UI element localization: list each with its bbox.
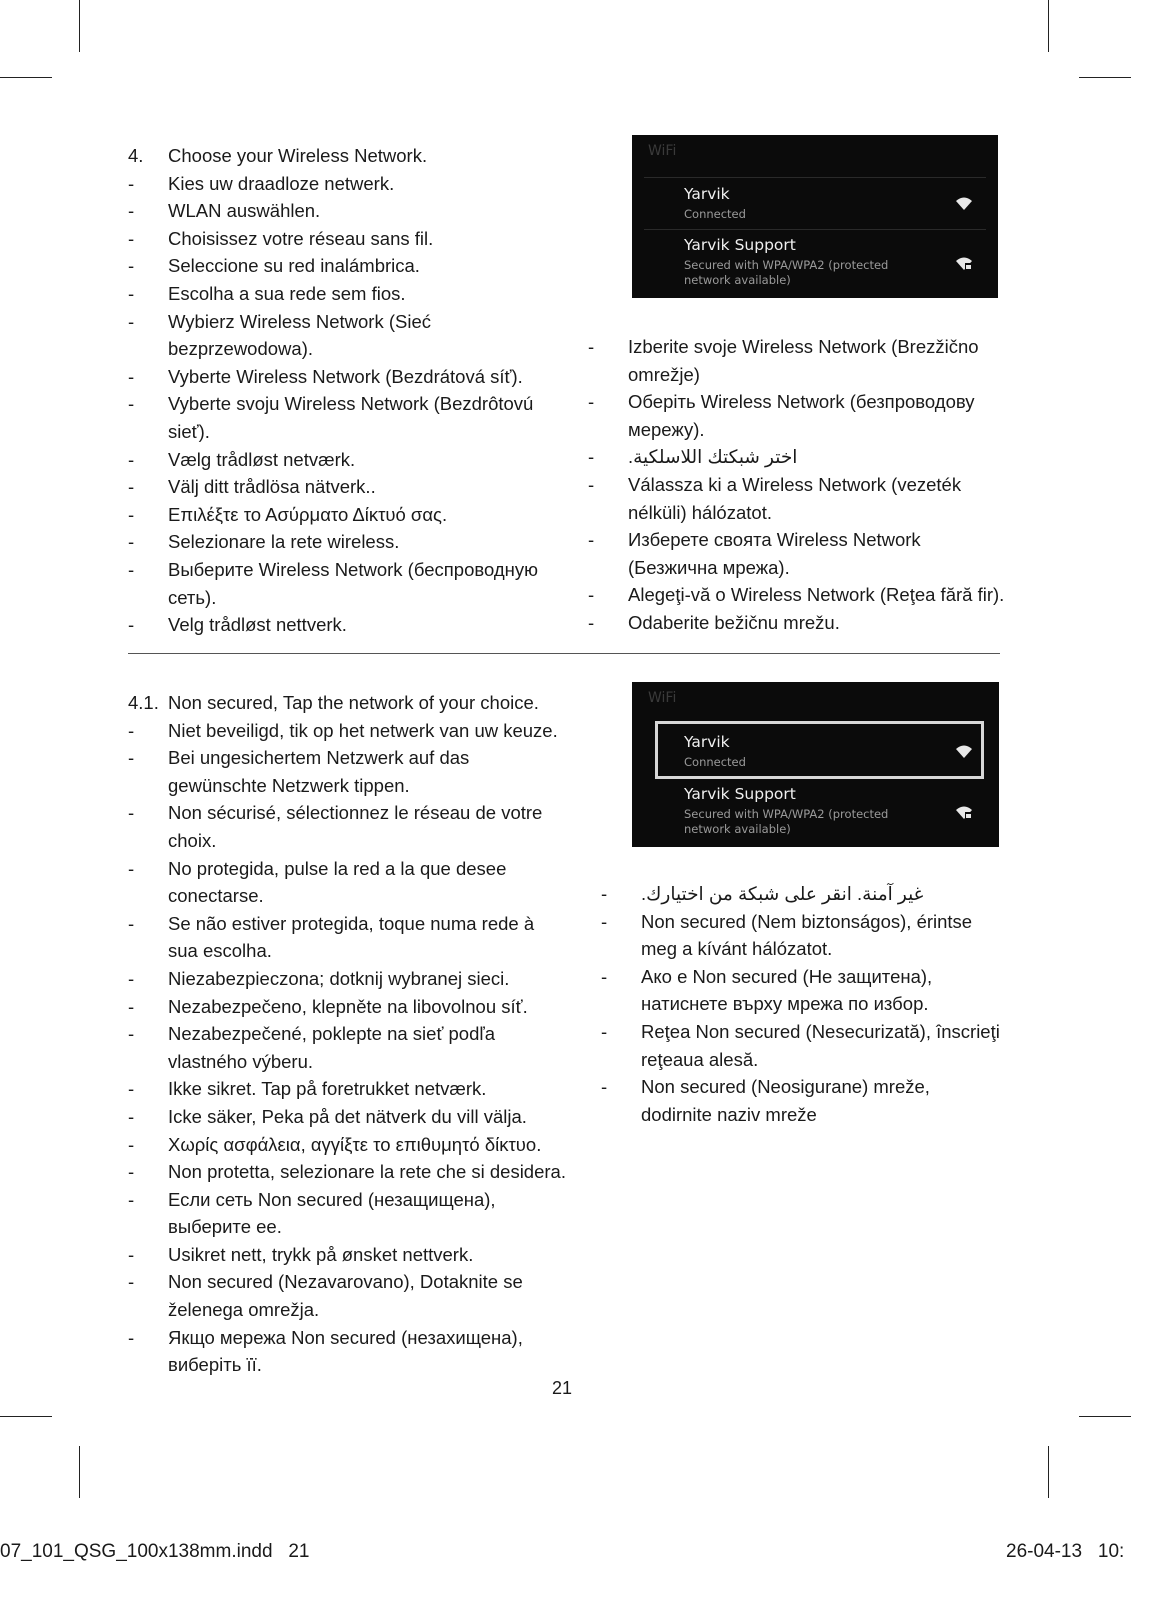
list-marker: - bbox=[128, 172, 135, 194]
list-text: Якщо мережа Non secured (незахищена), виберіть її. bbox=[168, 1326, 523, 1376]
list-marker: - bbox=[128, 503, 135, 525]
list-item bbox=[128, 993, 568, 1021]
list-item bbox=[128, 1131, 568, 1159]
list-item bbox=[128, 280, 548, 308]
list-item bbox=[588, 471, 1008, 526]
list-marker: - bbox=[128, 393, 135, 415]
list-item bbox=[128, 855, 568, 910]
list-text: Velg trådløst nettverk. bbox=[168, 614, 347, 636]
list-marker: 4.1. bbox=[128, 692, 159, 713]
list-item bbox=[128, 363, 548, 391]
list-item bbox=[128, 965, 568, 993]
crop-mark bbox=[79, 0, 80, 52]
list-text: Choisissez votre réseau sans fil. bbox=[168, 227, 434, 249]
list-text: Seleccione su red inalámbrica. bbox=[168, 255, 420, 277]
list-item bbox=[128, 1020, 568, 1075]
list-marker: - bbox=[588, 611, 595, 633]
list-text: Wybierz Wireless Network (Sieć bezprzewodowa). bbox=[168, 310, 431, 360]
list-marker: - bbox=[601, 910, 608, 932]
list-item bbox=[588, 581, 1008, 609]
list-item bbox=[128, 744, 568, 799]
list-text: Ikke sikret. Tap på foretrukket netværk. bbox=[168, 1078, 487, 1100]
network-name: Yarvik Support bbox=[684, 785, 796, 803]
list-text: Usikret nett, trykk på ønsket nettverk. bbox=[168, 1243, 474, 1265]
list-item bbox=[588, 388, 1008, 443]
list-text: Vyberte svoju Wireless Network (Bezdrôtovú sieť). bbox=[168, 393, 534, 442]
list-item bbox=[128, 556, 548, 611]
list-marker: - bbox=[601, 883, 608, 904]
list-marker: - bbox=[128, 531, 135, 553]
list-item bbox=[128, 170, 548, 198]
list-text: Odaberite bežičnu mrežu. bbox=[628, 611, 840, 633]
list-text: Non secured (Nem biztonságos), érintse meg a kívánt hálózatot. bbox=[641, 910, 973, 960]
list-marker: - bbox=[128, 747, 135, 769]
list-item bbox=[588, 609, 1008, 637]
non-secured-list-right bbox=[601, 880, 1006, 1128]
wifi-screenshot-selected bbox=[632, 682, 999, 847]
list-text: Επιλέξτε το Ασύρματο Δίκτυό σας. bbox=[168, 503, 448, 525]
choose-network-list-right bbox=[588, 333, 1008, 637]
wifi-screenshot bbox=[632, 135, 998, 298]
list-marker: - bbox=[588, 529, 595, 551]
list-item bbox=[128, 308, 548, 363]
list-text: Nezabezpečeno, klepněte na libovolnou síť. bbox=[168, 995, 528, 1017]
list-marker: - bbox=[128, 1243, 135, 1265]
list-text: Selezionare la rete wireless. bbox=[168, 531, 400, 553]
list-item bbox=[588, 526, 1008, 581]
list-marker: - bbox=[601, 1076, 608, 1098]
choose-network-list-left bbox=[128, 142, 548, 639]
list-marker: 4. bbox=[128, 145, 144, 166]
list-item bbox=[601, 963, 1006, 1018]
list-marker: - bbox=[128, 200, 135, 222]
network-name: Yarvik bbox=[684, 733, 730, 751]
list-item bbox=[128, 799, 568, 854]
list-text: Ако е Non secured (Не защитена), натиснете върху мрежа по избор. bbox=[641, 965, 933, 1015]
network-status: Secured with WPA/WPA2 (protected network available) bbox=[684, 807, 889, 836]
list-text: Non sécurisé, sélectionnez le réseau de votre choix. bbox=[168, 802, 543, 851]
list-item bbox=[128, 528, 548, 556]
list-text: Kies uw draadloze netwerk. bbox=[168, 172, 395, 194]
list-marker: - bbox=[128, 227, 135, 249]
list-text: Nezabezpečené, poklepte na sieť podľa vlastného výberu. bbox=[168, 1023, 496, 1072]
wifi-locked-icon bbox=[955, 804, 973, 820]
crop-mark bbox=[0, 1416, 52, 1417]
list-marker: - bbox=[128, 1188, 135, 1210]
crop-mark bbox=[1048, 0, 1049, 52]
network-status: Connected bbox=[684, 207, 746, 221]
list-marker: - bbox=[128, 1161, 135, 1183]
list-text: Izberite svoje Wireless Network (Brezžično omrežje) bbox=[628, 336, 979, 385]
list-text: Icke säker, Peka på det nätverk du vill välja. bbox=[168, 1105, 527, 1127]
list-item bbox=[128, 717, 568, 745]
list-item bbox=[128, 1324, 568, 1379]
slug-file: 07_101_QSG_100x138mm.indd 21 bbox=[0, 1541, 310, 1562]
crop-mark bbox=[79, 1446, 80, 1498]
list-text: Bei ungesichertem Netzwerk auf das gewünschte Netzwerk tippen. bbox=[168, 747, 470, 796]
list-marker: - bbox=[128, 476, 135, 498]
list-marker: - bbox=[128, 967, 135, 989]
list-marker: - bbox=[128, 255, 135, 277]
page-number: 21 bbox=[552, 1378, 573, 1398]
crop-mark bbox=[1079, 77, 1131, 78]
list-text: غير آمنة. انقر على شبكة من اختيارك. bbox=[641, 883, 924, 904]
list-item bbox=[128, 446, 548, 474]
list-text: Non secured (Nezavarovano), Dotaknite se želenega omrežja. bbox=[168, 1271, 523, 1321]
list-item bbox=[128, 611, 548, 639]
list-text: Alegeţi-vă o Wireless Network (Reţea fără fir). bbox=[628, 584, 1005, 606]
list-text: Välj ditt trådlösa nätverk.. bbox=[168, 476, 376, 498]
list-marker: - bbox=[588, 446, 595, 468]
list-item bbox=[128, 390, 548, 445]
network-status: Secured with WPA/WPA2 (protected network available) bbox=[684, 258, 889, 287]
list-item bbox=[128, 252, 548, 280]
list-marker: - bbox=[588, 336, 595, 357]
list-text: Escolha a sua rede sem fios. bbox=[168, 282, 406, 304]
list-item bbox=[128, 197, 548, 225]
list-text: Изберете своята Wireless Network (Безжична мрежа). bbox=[628, 529, 921, 578]
list-item bbox=[601, 908, 1006, 963]
list-text: Válassza ki a Wireless Network (vezeték nélküli) hálózatot. bbox=[628, 473, 962, 523]
list-item bbox=[128, 473, 548, 501]
list-marker: - bbox=[128, 1078, 135, 1100]
list-item bbox=[601, 880, 1006, 908]
list-marker: - bbox=[128, 719, 135, 741]
list-text: Если сеть Non secured (незащищена), выберите ее. bbox=[168, 1188, 496, 1238]
list-text: Non secured, Tap the network of your choice. bbox=[168, 692, 539, 713]
list-marker: - bbox=[588, 391, 595, 413]
list-marker: - bbox=[128, 614, 135, 636]
wifi-header: WiFi bbox=[648, 690, 677, 706]
list-item bbox=[128, 225, 548, 253]
list-item bbox=[128, 1158, 568, 1186]
list-item bbox=[128, 501, 548, 529]
list-marker: - bbox=[128, 857, 135, 879]
list-text: No protegida, pulse la red a la que desee conectarse. bbox=[168, 857, 507, 907]
list-marker: - bbox=[588, 584, 595, 606]
list-item bbox=[128, 1268, 568, 1323]
list-text: WLAN auswählen. bbox=[168, 200, 321, 222]
list-text: Non secured (Neosigurane) mreže, dodirnite naziv mreže bbox=[641, 1076, 930, 1125]
list-marker: - bbox=[128, 802, 135, 824]
list-marker: - bbox=[128, 1023, 135, 1045]
list-text: Vælg trådløst netværk. bbox=[168, 448, 356, 470]
wifi-signal-icon bbox=[955, 743, 973, 759]
non-secured-list-left bbox=[128, 689, 568, 1379]
list-text: Reţea Non secured (Nesecurizată), înscrieţi reţeaua alesă. bbox=[641, 1020, 1000, 1070]
list-marker: - bbox=[128, 1133, 135, 1155]
list-text: Выберите Wireless Network (беспроводную сеть). bbox=[168, 558, 538, 608]
crop-mark bbox=[1048, 1446, 1049, 1498]
list-item bbox=[601, 1073, 1006, 1128]
list-item bbox=[128, 142, 548, 170]
list-item bbox=[128, 689, 568, 717]
list-marker: - bbox=[588, 473, 595, 495]
list-marker: - bbox=[128, 310, 135, 332]
list-text: اختر شبكتك اللاسلكية. bbox=[628, 446, 798, 468]
list-item bbox=[128, 1241, 568, 1269]
list-text: Niet beveiligd, tik op het netwerk van uw keuze. bbox=[168, 719, 558, 741]
list-item bbox=[128, 1103, 568, 1131]
list-item bbox=[588, 333, 1008, 388]
network-status: Connected bbox=[684, 755, 746, 769]
list-marker: - bbox=[128, 1326, 135, 1348]
list-marker: - bbox=[128, 448, 135, 470]
list-text: Vyberte Wireless Network (Bezdrátová síť). bbox=[168, 365, 523, 387]
slug-date: 26-04-13 10: bbox=[1006, 1541, 1125, 1562]
list-marker: - bbox=[128, 365, 135, 387]
list-marker: - bbox=[128, 1271, 135, 1293]
list-marker: - bbox=[601, 965, 608, 987]
list-marker: - bbox=[128, 558, 135, 580]
list-marker: - bbox=[128, 995, 135, 1017]
list-marker: - bbox=[601, 1020, 608, 1042]
list-item bbox=[128, 910, 568, 965]
list-marker: - bbox=[128, 282, 135, 304]
wifi-locked-icon bbox=[955, 255, 973, 271]
list-item bbox=[601, 1018, 1006, 1073]
wifi-signal-icon bbox=[955, 195, 973, 211]
list-text: Non protetta, selezionare la rete che si desidera. bbox=[168, 1161, 566, 1183]
list-text: Niezabezpieczona; dotknij wybranej sieci. bbox=[168, 967, 510, 989]
list-item bbox=[128, 1186, 568, 1241]
list-marker: - bbox=[128, 912, 135, 934]
list-text: Se não estiver protegida, toque numa rede à sua escolha. bbox=[168, 912, 535, 962]
list-text: Choose your Wireless Network. bbox=[168, 145, 428, 166]
list-item bbox=[128, 1075, 568, 1103]
network-name: Yarvik bbox=[684, 185, 730, 203]
list-item bbox=[588, 443, 1008, 471]
wifi-header: WiFi bbox=[648, 143, 677, 159]
list-text: Χωρίς ασφάλεια, αγγίξτε το επιθυμητό δίκτυο. bbox=[168, 1133, 542, 1155]
list-marker: - bbox=[128, 1105, 135, 1127]
crop-mark bbox=[0, 77, 52, 78]
crop-mark bbox=[1079, 1416, 1131, 1417]
section-divider bbox=[128, 653, 1000, 654]
network-name: Yarvik Support bbox=[684, 236, 796, 254]
list-text: Оберіть Wireless Network (безпроводову мережу). bbox=[628, 391, 975, 440]
